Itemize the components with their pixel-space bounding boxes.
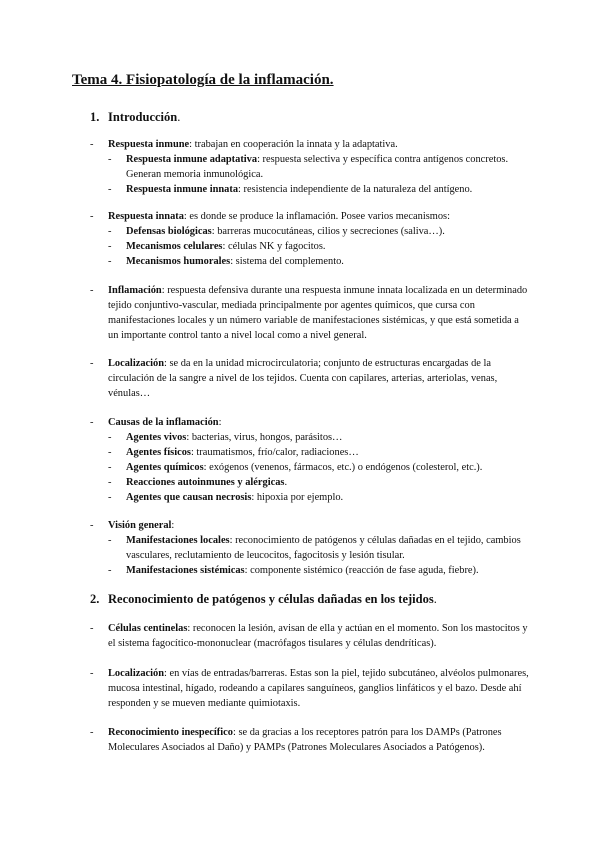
sub-text: : bacterias, virus, hongos, parásitos… bbox=[186, 432, 343, 443]
sub-item: - Agentes vivos: bacterias, virus, hongos, parásitos… bbox=[108, 432, 343, 443]
bullet-term: Localización bbox=[108, 668, 164, 679]
sub-item: - Mecanismos humorales: sistema del complemento. bbox=[108, 256, 344, 267]
section-title-end: . bbox=[177, 110, 181, 124]
bullet-term: Reconocimiento inespecífico bbox=[108, 727, 233, 738]
bullet-item: - Causas de la inflamación: - Agentes vivos: bacterias, virus, hongos, parásitos… - Agentes físicos: traumatismos, frío/calor, radiaciones… - Agentes químicos: exógenos (venenos, fármacos, etc.) o endógenos (colesterol, etc.). - Reacciones autoinmunes y alérgicas. - Agentes que causan necrosis: hipoxia por ejemplo. bbox=[90, 415, 530, 505]
section-number: 2. bbox=[90, 592, 100, 606]
sub-term: Reacciones autoinmunes y alérgicas bbox=[126, 477, 285, 488]
bullet-item: - Respuesta inmune: trabajan en cooperación la innata y la adaptativa. - Respuesta inmune adaptativa: respuesta selectiva y específica contra antígenos concretos. Generan memoria inmunológica. - Respuesta inmune innata: resistencia independiente de la naturaleza del antígeno. bbox=[90, 137, 530, 197]
section-heading-1 bbox=[90, 110, 180, 125]
bullet-text: : se da en la unidad microcirculatoria; conjunto de estructuras encargadas de la circulación de la sangre a nivel de los tejidos. Cuenta con capilares, arterias, arteriolas, venas, vénulas… bbox=[108, 358, 498, 399]
bullet-text: : trabajan en cooperación la innata y la adaptativa. bbox=[189, 139, 398, 150]
sub-text: : células NK y fagocitos. bbox=[222, 241, 326, 252]
section-title-end: . bbox=[433, 592, 437, 606]
sub-term: Agentes físicos bbox=[126, 447, 191, 458]
sub-term: Agentes químicos bbox=[126, 462, 204, 473]
bullet-item: - Reconocimiento inespecífico: se da gracias a los receptores patrón para los DAMPs (Patrones Moleculares Asociados al Daño) y PAMPs (Patrones Moleculares Asociados a Patógenos). bbox=[90, 727, 502, 753]
bullet-text: : bbox=[218, 417, 222, 428]
bullet-term: Localización bbox=[108, 358, 164, 369]
bullet-item: - Localización: se da en la unidad microcirculatoria; conjunto de estructuras encargadas de la circulación de la sangre a nivel de los tejidos. Cuenta con capilares, arterias, arteriolas, venas, vénulas… bbox=[90, 358, 498, 399]
sub-text: : respuesta selectiva y específica contra antígenos concretos. Generan memoria inmunológica. bbox=[126, 154, 509, 180]
bullet-item: - Respuesta innata: es donde se produce la inflamación. Posee varios mecanismos: - Defensas biológicas: barreras mucocutáneas, cilios y secreciones (saliva…). - Mecanismos celulares: células NK y fagocitos. - Mecanismos humorales: sistema del complemento. bbox=[90, 209, 530, 269]
bullet-term: Respuesta innata bbox=[108, 211, 184, 222]
bullet-term: Respuesta inmune bbox=[108, 139, 190, 150]
sub-term: Mecanismos humorales bbox=[126, 256, 231, 267]
bullet-item: - Inflamación: respuesta defensiva durante una respuesta inmune innata localizada en un determinado tejido conjuntivo-vascular, mediada principalmente por agentes químicos, que cursa con manifestaciones locales y un número variable de manifestaciones sistémicas, y que está sometida a un importante control tanto a nivel local como a nivel general. bbox=[90, 285, 528, 341]
sub-text: : exógenos (venenos, fármacos, etc.) o endógenos (colesterol, etc.). bbox=[203, 462, 483, 473]
bullet-term: Visión general bbox=[108, 520, 172, 531]
section-title: Reconocimiento de patógenos y células dañadas en los tejidos bbox=[108, 592, 434, 606]
sub-term: Defensas biológicas bbox=[126, 226, 212, 237]
sub-text: : traumatismos, frío/calor, radiaciones… bbox=[190, 447, 359, 458]
sub-term: Mecanismos celulares bbox=[126, 241, 223, 252]
bullet-item: - Células centinelas: reconocen la lesión, avisan de ella y actúan en el momento. Son los mastocitos y el sistema fagocítico-mononuclear (macrófagos tisulares y células dendríticas). bbox=[90, 623, 528, 649]
sub-item: - Mecanismos celulares: células NK y fagocitos. bbox=[108, 241, 326, 252]
sub-item: - Manifestaciones locales: reconocimiento de patógenos y células dañadas en el tejido, cambios vasculares, reclutamiento de leucocitos, fagocitosis y lesión tisular. bbox=[108, 535, 521, 561]
bullet-term: Inflamación bbox=[108, 285, 162, 296]
sub-item: - Respuesta inmune adaptativa: respuesta selectiva y específica contra antígenos concretos. Generan memoria inmunológica. bbox=[108, 154, 509, 180]
sub-text: : hipoxia por ejemplo. bbox=[251, 492, 344, 503]
sub-term: Manifestaciones locales bbox=[126, 535, 230, 546]
sub-item: - Respuesta inmune innata: resistencia independiente de la naturaleza del antígeno. bbox=[108, 184, 473, 195]
sub-item: - Manifestaciones sistémicas: componente sistémico (reacción de fase aguda, fiebre). bbox=[108, 565, 479, 576]
sub-item: - Agentes que causan necrosis: hipoxia por ejemplo. bbox=[108, 492, 344, 503]
bullet-text: : es donde se produce la inflamación. Posee varios mecanismos: bbox=[183, 211, 450, 222]
bullet-text: : en vías de entradas/barreras. Estas son la piel, tejido subcutáneo, alvéolos pulmonares, mucosa intestinal, hígado, rodeando a capilares sanguíneos, ganglios linfáticos y el bazo. Desde ahí responden y se mueven mediante quimiotaxis. bbox=[108, 668, 529, 709]
bullet-text: : respuesta defensiva durante una respuesta inmune innata localizada en un determinado tejido conjuntivo-vascular, mediada principalmente por agentes químicos, que cursa con manifestaciones locales y un número variable de manifestaciones sistémicas, y que está sometida a un importante control tanto a nivel local como a nivel general. bbox=[108, 285, 528, 341]
section-number: 1. bbox=[90, 110, 100, 124]
sub-text: : barreras mucocutáneas, cilios y secreciones (saliva…). bbox=[211, 226, 445, 237]
sub-term: Agentes vivos bbox=[126, 432, 187, 443]
sub-text: : componente sistémico (reacción de fase aguda, fiebre). bbox=[244, 565, 479, 576]
sub-term: Respuesta inmune innata bbox=[126, 184, 239, 195]
sub-text: : reconocimiento de patógenos y células dañadas en el tejido, cambios vasculares, reclutamiento de leucocitos, fagocitosis y lesión tisular. bbox=[126, 535, 521, 561]
sub-item: - Agentes físicos: traumatismos, frío/calor, radiaciones… bbox=[108, 447, 359, 458]
sub-term: Respuesta inmune adaptativa bbox=[126, 154, 258, 165]
bullet-item: - Localización: en vías de entradas/barreras. Estas son la piel, tejido subcutáneo, alvéolos pulmonares, mucosa intestinal, hígado, rodeando a capilares sanguíneos, ganglios linfáticos y el bazo. Desde ahí responden y se mueven mediante quimiotaxis. bbox=[90, 668, 529, 709]
bullet-item: - Visión general: - Manifestaciones locales: reconocimiento de patógenos y células dañadas en el tejido, cambios vasculares, reclutamiento de leucocitos, fagocitosis y lesión tisular. - Manifestaciones sistémicas: componente sistémico (reacción de fase aguda, fiebre). bbox=[90, 518, 530, 578]
section-heading-2 bbox=[90, 592, 437, 607]
sub-text: : resistencia independiente de la naturaleza del antígeno. bbox=[238, 184, 473, 195]
document-title: Tema 4. Fisiopatología de la inflamación. bbox=[72, 72, 334, 88]
bullet-text: : reconocen la lesión, avisan de ella y actúan en el momento. Son los mastocitos y el sistema fagocítico-mononuclear (macrófagos tisulares y células dendríticas). bbox=[108, 623, 528, 649]
bullet-term: Causas de la inflamación bbox=[108, 417, 219, 428]
bullet-term: Células centinelas bbox=[108, 623, 188, 634]
sub-text: . bbox=[284, 477, 288, 488]
sub-term: Agentes que causan necrosis bbox=[126, 492, 252, 503]
sub-text: : sistema del complemento. bbox=[230, 256, 344, 267]
sub-term: Manifestaciones sistémicas bbox=[126, 565, 245, 576]
sub-item: - Reacciones autoinmunes y alérgicas. bbox=[108, 477, 288, 488]
sub-item: - Agentes químicos: exógenos (venenos, fármacos, etc.) o endógenos (colesterol, etc.). bbox=[108, 462, 483, 473]
bullet-text: : se da gracias a los receptores patrón para los DAMPs (Patrones Moleculares Asociados al Daño) y PAMPs (Patrones Moleculares Asociados a Patógenos). bbox=[108, 727, 502, 753]
section-title: Introducción bbox=[108, 110, 178, 124]
sub-item: - Defensas biológicas: barreras mucocutáneas, cilios y secreciones (saliva…). bbox=[108, 226, 445, 237]
bullet-text: : bbox=[171, 520, 175, 531]
